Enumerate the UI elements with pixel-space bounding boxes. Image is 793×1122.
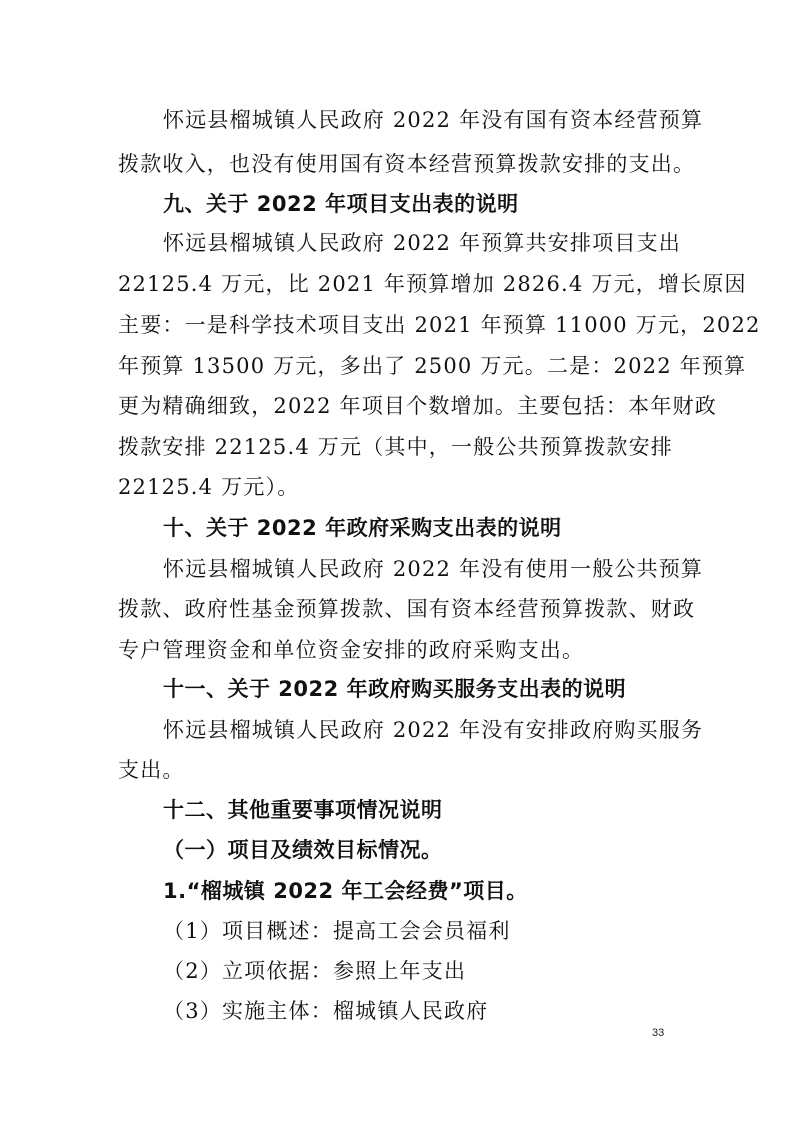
paragraph-line: 更为精确细致，2022 年项目个数增加。主要包括：本年财政 xyxy=(118,394,717,418)
paragraph-line: 拨款安排 22125.4 万元（其中，一般公共预算拨款安排 xyxy=(118,435,673,459)
subsection-heading: （一）项目及绩效目标情况。 xyxy=(163,838,443,862)
page-number: 33 xyxy=(652,1027,665,1039)
paragraph-line: 22125.4 万元，比 2021 年预算增加 2826.4 万元，增长原因 xyxy=(118,272,747,296)
paragraph-line: 主要：一是科学技术项目支出 2021 年预算 11000 万元，2022 xyxy=(118,313,761,337)
paragraph-line: 专户管理资金和单位资金安排的政府采购支出。 xyxy=(118,638,585,662)
paragraph-line: 怀远县榴城镇人民政府 2022 年没有使用一般公共预算 xyxy=(163,557,704,581)
list-item: （1）项目概述：提高工会会员福利 xyxy=(163,919,511,943)
list-item: （2）立项依据：参照上年支出 xyxy=(163,959,467,983)
item-heading: 1.“榴城镇 2022 年工会经费”项目。 xyxy=(163,879,528,903)
paragraph-line: 22125.4 万元）。 xyxy=(118,475,300,499)
list-item: （3）实施主体：榴城镇人民政府 xyxy=(163,999,489,1023)
paragraph-line: 支出。 xyxy=(118,758,185,782)
paragraph-line: 拨款、政府性基金预算拨款、国有资本经营预算拨款、财政 xyxy=(118,597,696,621)
paragraph-line: 怀远县榴城镇人民政府 2022 年没有国有资本经营预算 xyxy=(163,108,704,132)
paragraph-line: 怀远县榴城镇人民政府 2022 年预算共安排项目支出 xyxy=(163,231,681,255)
section-heading: 十二、其他重要事项情况说明 xyxy=(163,798,443,822)
paragraph-line: 拨款收入，也没有使用国有资本经营预算拨款安排的支出。 xyxy=(118,152,696,176)
section-heading: 十一、关于 2022 年政府购买服务支出表的说明 xyxy=(163,677,627,701)
section-heading: 九、关于 2022 年项目支出表的说明 xyxy=(163,192,519,216)
paragraph-line: 年预算 13500 万元，多出了 2500 万元。二是：2022 年预算 xyxy=(118,354,747,378)
section-heading: 十、关于 2022 年政府采购支出表的说明 xyxy=(163,516,562,540)
paragraph-line: 怀远县榴城镇人民政府 2022 年没有安排政府购买服务 xyxy=(163,718,704,742)
